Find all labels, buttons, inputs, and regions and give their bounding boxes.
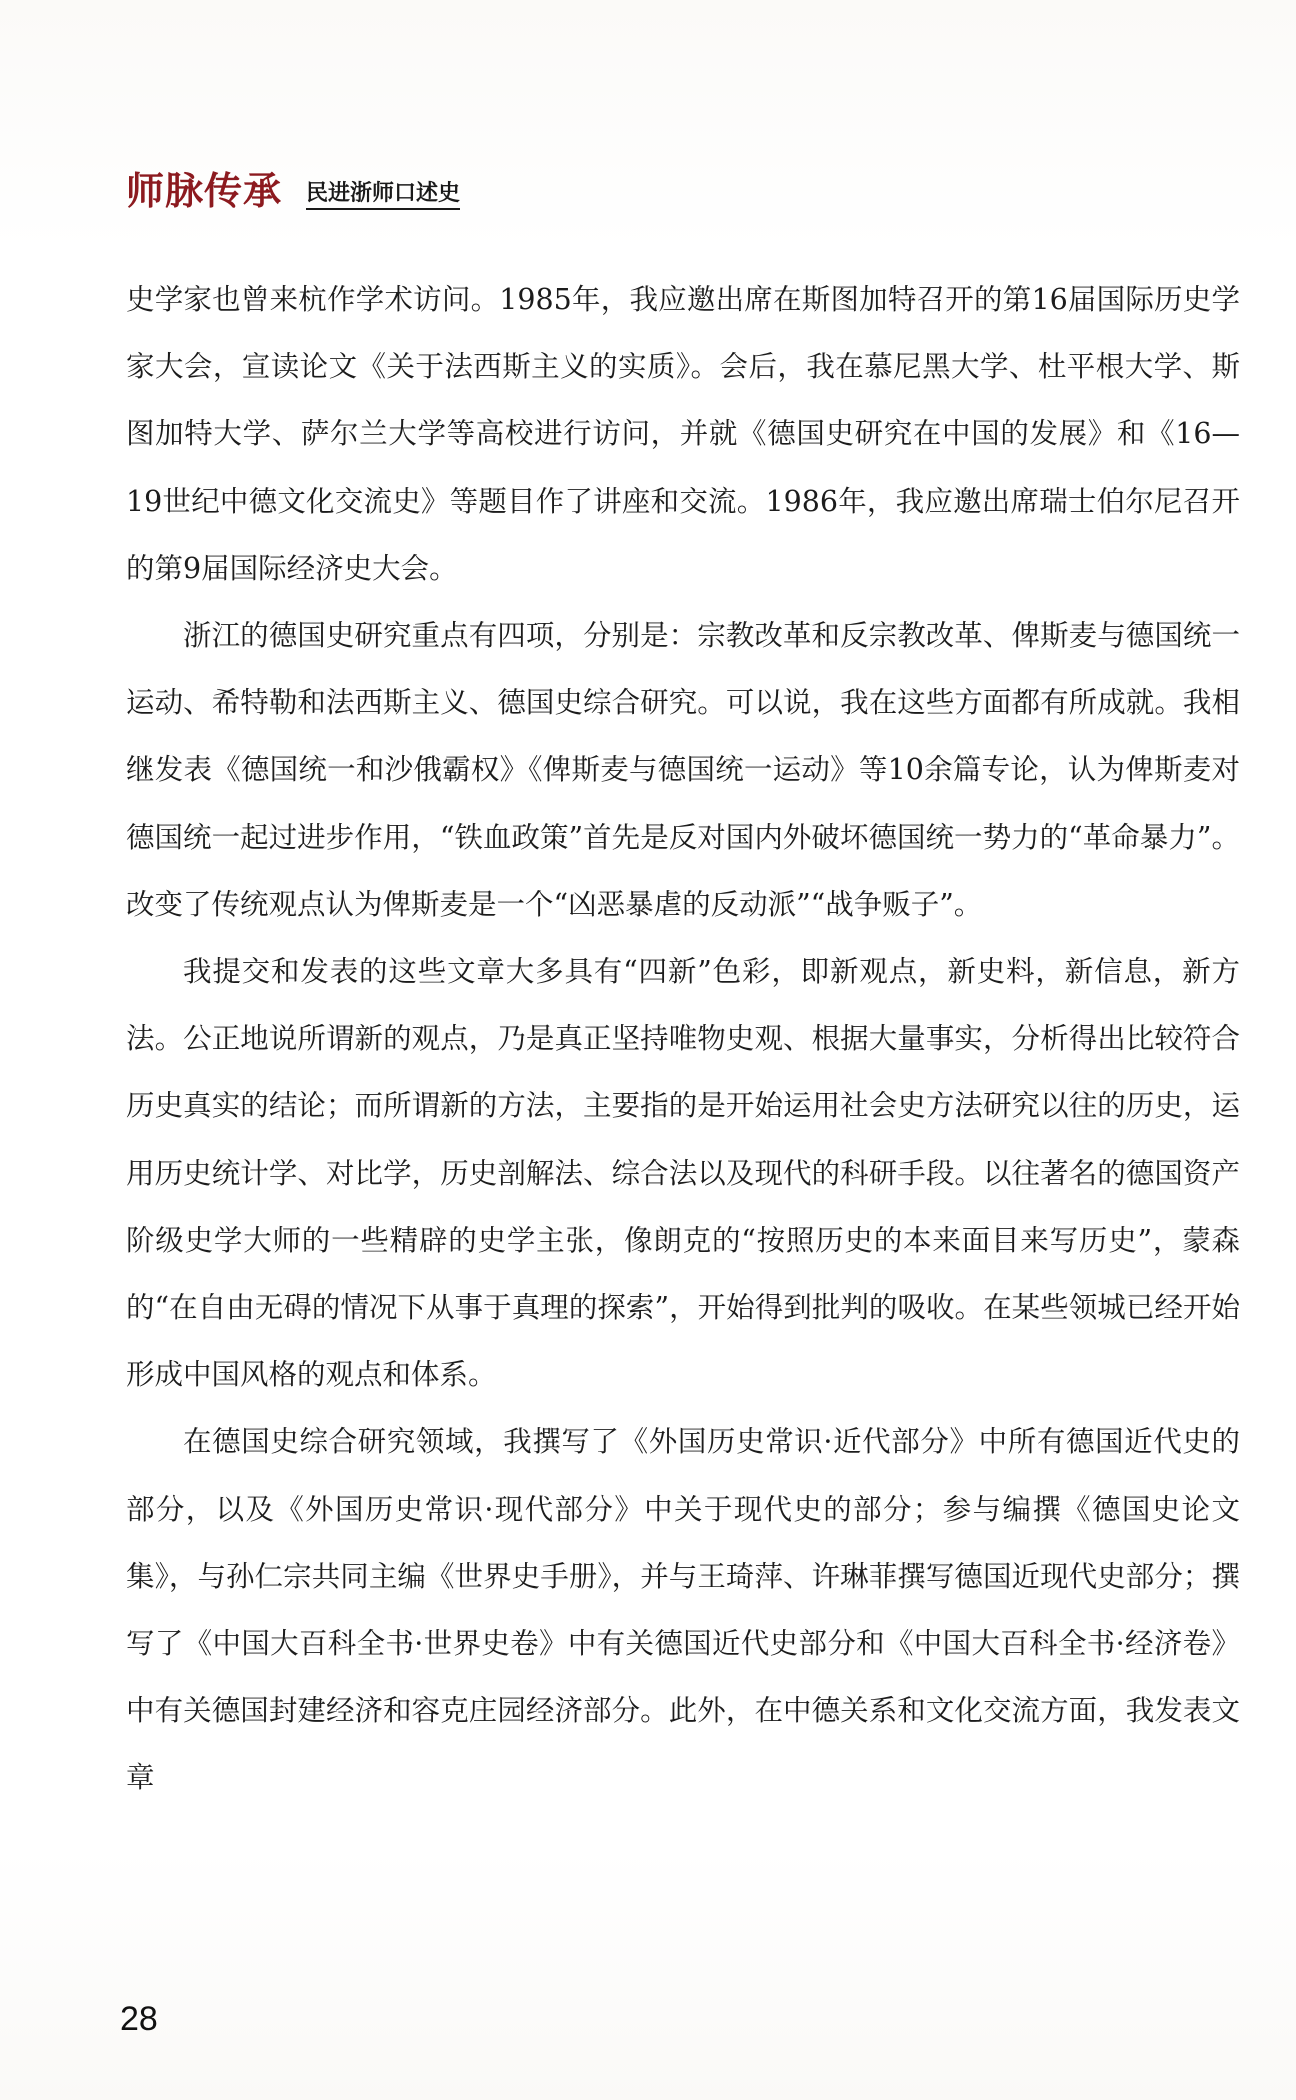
paragraph-4: 在德国史综合研究领域，我撰写了《外国历史常识·近代部分》中所有德国近代史的部分，以及《外国历史常识·现代部分》中关于现代史的部分；参与编撰《德国史论文集》，与孙仁宗共同主编《世界史手册》，并与王琦萍、许琳菲撰写德国近现代史部分；撰写了《中国大百科全书·世界史卷》中有关德国近代史部分和《中国大百科全书·经济卷》中有关德国封建经济和容克庄园经济部分。此外，在中德关系和文化交流方面，我发表文章	[126, 1425, 1240, 1795]
body-text	[126, 266, 1240, 1812]
paragraph-2: 浙江的德国史研究重点有四项，分别是：宗教改革和反宗教改革、俾斯麦与德国统一运动、希特勒和法西斯主义、德国史综合研究。可以说，我在这些方面都有所成就。我相继发表《德国统一和沙俄霸权》《俾斯麦与德国统一运动》等10余篇专论，认为俾斯麦对德国统一起过进步作用，“铁血政策”首先是反对国内外破坏德国统一势力的“革命暴力”。改变了传统观点认为俾斯麦是一个“凶恶暴虐的反动派”“战争贩子”。	[126, 619, 1240, 921]
page-number: 28	[120, 2000, 158, 2038]
paragraph-1: 史学家也曾来杭作学术访问。1985年，我应邀出席在斯图加特召开的第16届国际历史学家大会，宣读论文《关于法西斯主义的实质》。会后，我在慕尼黑大学、杜平根大学、斯图加特大学、萨尔兰大学等高校进行访问，并就《德国史研究在中国的发展》和《16—19世纪中德文化交流史》等题目作了讲座和交流。1986年，我应邀出席瑞士伯尔尼召开的第9届国际经济史大会。	[126, 283, 1240, 585]
book-subtitle: 民进浙师口述史	[306, 182, 460, 210]
paragraph-3: 我提交和发表的这些文章大多具有“四新”色彩，即新观点，新史料，新信息，新方法。公正地说所谓新的观点，乃是真正坚持唯物史观、根据大量事实，分析得出比较符合历史真实的结论；而所谓新的方法，主要指的是开始运用社会史方法研究以往的历史，运用历史统计学、对比学，历史剖解法、综合法以及现代的科研手段。以往著名的德国资产阶级史学大师的一些精辟的史学主张，像朗克的“按照历史的本来面目来写历史”，蒙森的“在自由无碍的情况下从事于真理的探索”，开始得到批判的吸收。在某些领城已经开始形成中国风格的观点和体系。	[126, 955, 1240, 1392]
series-title: 师脉传承	[126, 168, 283, 213]
running-head	[126, 150, 461, 213]
